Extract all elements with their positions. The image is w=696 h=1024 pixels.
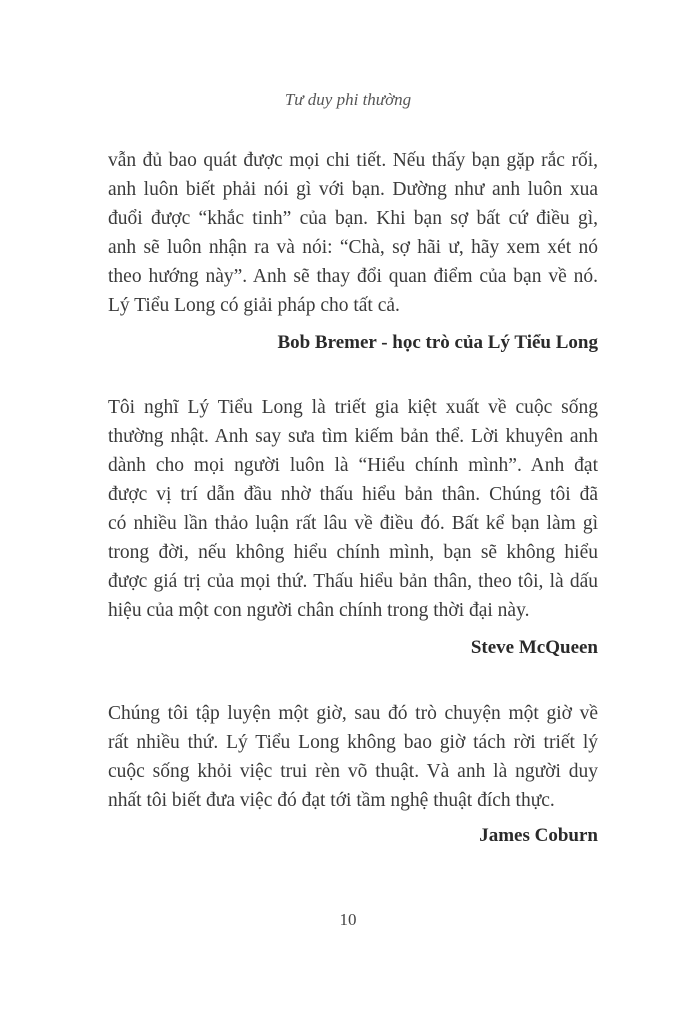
text-line: cuộc sống khỏi việc trui rèn võ thuật. Và anh là người duy	[108, 761, 598, 782]
text-line: đuổi được “khắc tinh” của bạn. Khi bạn sợ bất cứ điều gì,	[108, 208, 598, 229]
text-line: anh luôn biết phải nói gì với bạn. Dường như anh luôn xua	[108, 179, 598, 200]
quote-james-coburn	[108, 699, 598, 847]
quote-bob-bremer	[108, 146, 598, 354]
quote-steve-mcqueen	[108, 393, 598, 659]
text-line: anh sẽ luôn nhận ra và nói: “Chà, sợ hãi ư, hãy xem xét nó	[108, 237, 598, 258]
text-line: rất nhiều thứ. Lý Tiểu Long không bao giờ tách rời triết lý	[108, 732, 598, 753]
attribution: Bob Bremer - học trò của Lý Tiểu Long	[277, 332, 598, 353]
attribution: James Coburn	[479, 825, 598, 846]
text-line: hiệu của một con người chân chính trong thời đại này.	[108, 600, 530, 621]
text-line: thường nhật. Anh say sưa tìm kiếm bản thể. Lời khuyên anh	[108, 426, 598, 447]
text-line: Chúng tôi tập luyện một giờ, sau đó trò chuyện một giờ về	[108, 703, 598, 724]
text-line: trong đời, nếu không hiểu chính mình, bạn sẽ không hiểu	[108, 542, 598, 563]
page-number: 10	[339, 910, 357, 929]
attribution: Steve McQueen	[470, 637, 598, 658]
text-line: được vị trí dẫn đầu nhờ thấu hiểu bản thân. Chúng tôi đã	[108, 484, 598, 505]
text-line: dành cho mọi người luôn là “Hiểu chính mình”. Anh đạt	[108, 455, 598, 476]
text-line: Lý Tiểu Long có giải pháp cho tất cả.	[108, 295, 400, 316]
text-line: vẫn đủ bao quát được mọi chi tiết. Nếu thấy bạn gặp rắc rối,	[108, 150, 598, 171]
text-line: nhất tôi biết đưa việc đó đạt tới tầm nghệ thuật đích thực.	[108, 790, 555, 811]
text-line: theo hướng này”. Anh sẽ thay đổi quan điểm của bạn về nó.	[108, 266, 598, 287]
running-header: Tư duy phi thường	[284, 90, 412, 109]
text-line: có nhiều lần thảo luận rất lâu về điều đó. Bất kể bạn làm gì	[108, 513, 598, 534]
text-line: được giá trị của mọi thứ. Thấu hiểu bản thân, theo tôi, là dấu	[108, 571, 598, 592]
text-line: Tôi nghĩ Lý Tiểu Long là triết gia kiệt xuất về cuộc sống	[108, 397, 598, 418]
